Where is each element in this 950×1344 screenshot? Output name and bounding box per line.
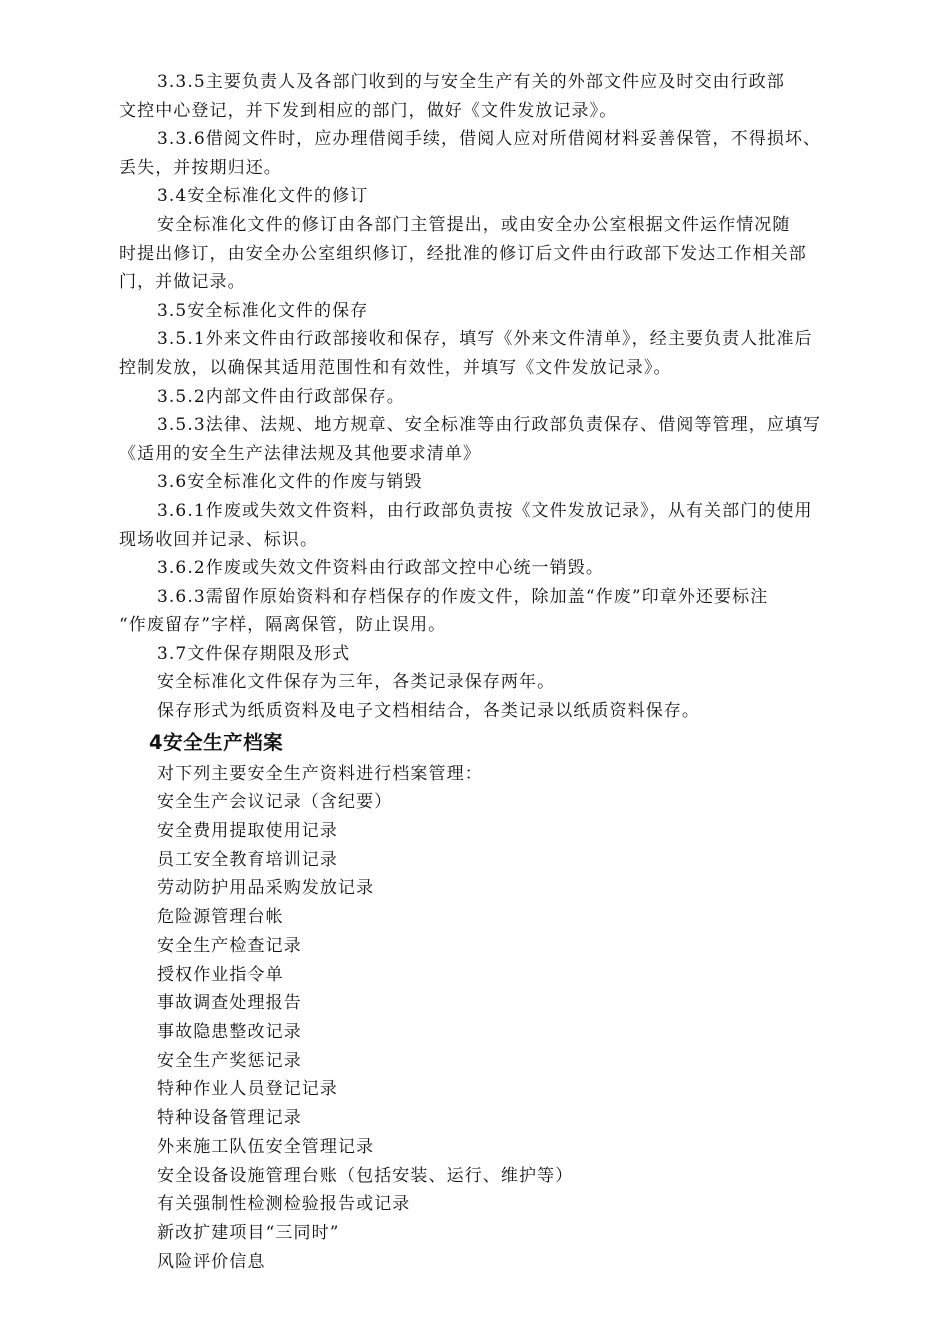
- document-body: [119, 68, 837, 1276]
- list-item: 特种设备管理记录: [157, 1108, 302, 1129]
- paragraph-line: 丢失，并按期归还。: [119, 157, 282, 178]
- list-item: 安全设备设施管理台账（包括安装、运行、维护等）: [157, 1165, 574, 1186]
- list-item: 授权作业指令单: [157, 964, 284, 985]
- list-item: 安全生产会议记录（含纪要）: [157, 792, 393, 813]
- subsection-title: 3.6安全标准化文件的作废与销毁: [157, 472, 423, 493]
- list-item: 安全费用提取使用记录: [157, 821, 338, 842]
- list-item: 风险评价信息: [157, 1251, 266, 1272]
- list-item: 事故隐患整改记录: [157, 1021, 302, 1042]
- list-item: 新改扩建项目“三同时”: [157, 1222, 340, 1243]
- list-item: 劳动防护用品采购发放记录: [157, 878, 375, 899]
- list-item: 事故调查处理报告: [157, 993, 302, 1014]
- paragraph-line: 控制发放，以确保其适用范围性和有效性，并填写《文件发放记录》。: [119, 357, 672, 378]
- paragraph-line: 3.6.2作废或失效文件资料由行政部文控中心统一销毁。: [157, 558, 604, 579]
- paragraph-line: 3.5.3法律、法规、地方规章、安全标准等由行政部负责保存、借阅等管理，应填写: [157, 415, 822, 436]
- paragraph-line: 安全标准化文件的修订由各部门主管提出，或由安全办公室根据文件运作情况随: [157, 214, 791, 235]
- list-item: 安全生产奖惩记录: [157, 1050, 302, 1071]
- paragraph-line: 保存形式为纸质资料及电子文档相结合，各类记录以纸质资料保存。: [157, 701, 700, 722]
- paragraph-line: 3.3.5主要负责人及各部门收到的与安全生产有关的外部文件应及时交由行政部: [157, 72, 785, 92]
- paragraph-line: 3.6.3需留作原始资料和存档保存的作废文件，除加盖“作废”印章外还要标注: [157, 586, 769, 607]
- paragraph-line: “作废留存”字样，隔离保管，防止误用。: [119, 615, 447, 636]
- paragraph-line: 门，并做记录。: [119, 272, 246, 293]
- list-item: 危险源管理台帐: [157, 907, 284, 928]
- subsection-title: 3.7文件保存期限及形式: [157, 643, 351, 664]
- paragraph-line: 现场收回并记录、标识。: [119, 529, 319, 550]
- list-item: 外来施工队伍安全管理记录: [157, 1136, 375, 1157]
- subsection-title: 3.5安全标准化文件的保存: [157, 300, 369, 321]
- list-item: 有关强制性检测检验报告或记录: [157, 1194, 411, 1215]
- list-item: 特种作业人员登记记录: [157, 1079, 338, 1100]
- paragraph-line: 文控中心登记，并下发到相应的部门，做好《文件发放记录》。: [119, 100, 618, 121]
- list-item: 安全生产检查记录: [157, 935, 302, 956]
- section-intro: 对下列主要安全生产资料进行档案管理：: [157, 763, 483, 784]
- paragraph-line: 3.6.1作废或失效文件资料，由行政部负责按《文件发放记录》，从有关部门的使用: [157, 500, 813, 521]
- paragraph-line: 安全标准化文件保存为三年，各类记录保存两年。: [157, 672, 556, 693]
- paragraph-line: 《适用的安全生产法律法规及其他要求清单》: [119, 443, 481, 464]
- section-heading: 4安全生产档案: [149, 730, 284, 754]
- list-item: 员工安全教育培训记录: [157, 849, 338, 870]
- paragraph-line: 3.5.2内部文件由行政部保存。: [157, 386, 405, 407]
- paragraph-line: 时提出修订，由安全办公室组织修订，经批准的修订后文件由行政部下发达工作相关部: [119, 243, 807, 264]
- subsection-title: 3.4安全标准化文件的修订: [157, 186, 369, 207]
- archive-list: [119, 788, 837, 1276]
- paragraph-line: 3.3.6借阅文件时，应办理借阅手续，借阅人应对所借阅材料妥善保管，不得损坏、: [157, 129, 822, 150]
- paragraph-line: 3.5.1外来文件由行政部接收和保存，填写《外来文件清单》，经主要负责人批准后: [157, 329, 813, 350]
